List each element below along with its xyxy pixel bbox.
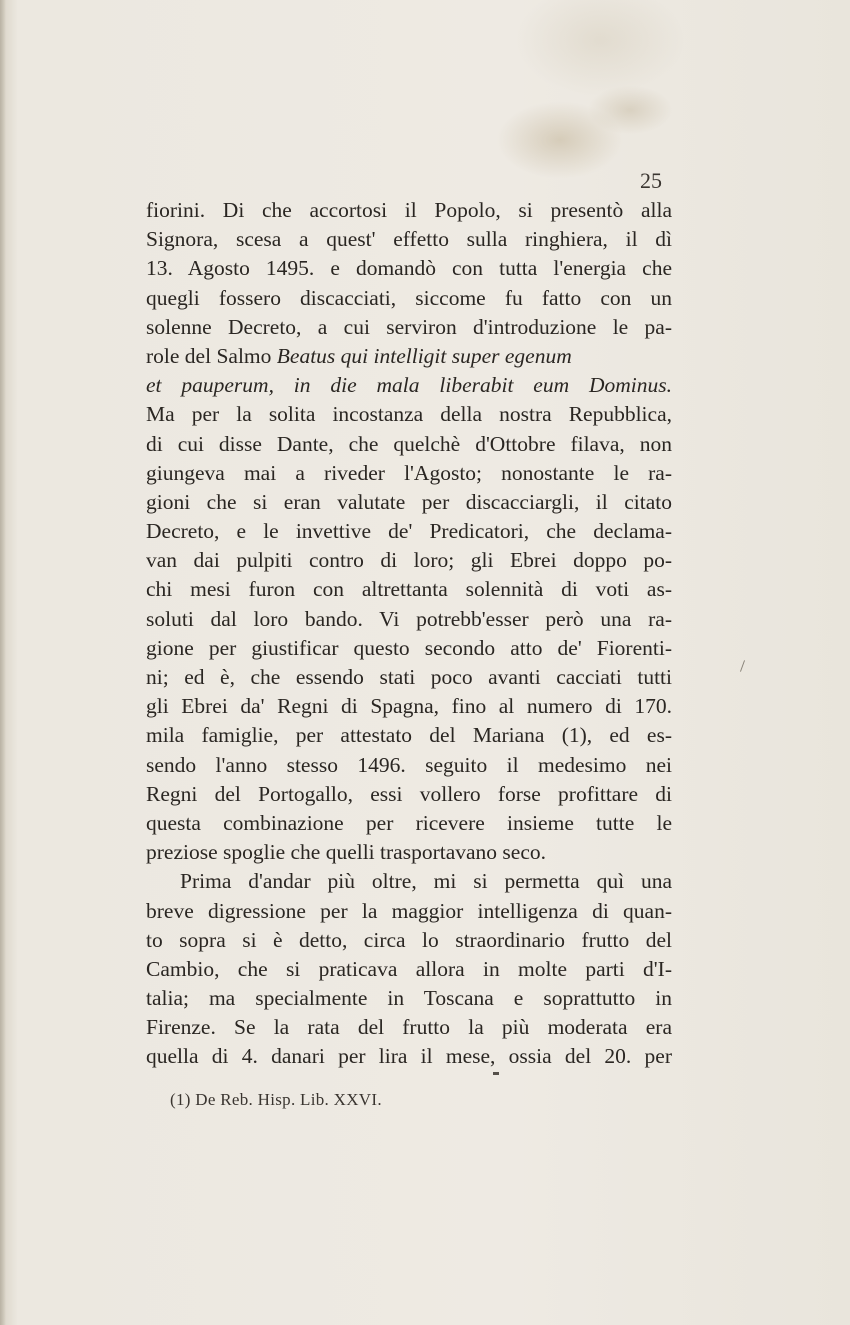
text-line-roman-part: role del Salmo	[146, 343, 272, 368]
paper-mark	[740, 660, 745, 672]
page-edge-shadow	[0, 0, 6, 1325]
text-line: Signora, scesa a quest' effetto sulla ringhiera, il dì	[146, 227, 672, 252]
text-line: quegli fossero discacciati, siccome fu fatto con un	[146, 285, 672, 310]
ink-mark	[493, 1072, 499, 1075]
text-line: quella di 4. danari per lira il mese, ossia del 20. per	[146, 1044, 672, 1069]
text-line: Firenze. Se la rata del frutto la più moderata era	[146, 1015, 672, 1040]
text-line: preziose spoglie che quelli trasportavano seco.	[146, 840, 546, 865]
text-line: Regni del Portogallo, essi vollero forse profittare di	[146, 781, 672, 806]
text-line: gione per giustificar questo secondo atto de' Fiorenti-	[146, 635, 672, 660]
text-line: soluti dal loro bando. Vi potrebb'esser però una ra-	[146, 606, 672, 631]
text-line: chi mesi furon con altrettanta solennità di voti as-	[146, 577, 672, 602]
text-line: gli Ebrei da' Regni di Spagna, fino al numero di 170.	[146, 694, 672, 719]
text-line: van dai pulpiti contro di loro; gli Ebrei doppo po-	[146, 548, 672, 573]
text-line: talia; ma specialmente in Toscana e soprattutto in	[146, 986, 672, 1011]
text-line-paragraph-start: Prima d'andar più oltre, mi si permetta quì una	[180, 869, 672, 894]
text-line: fiorini. Di che accortosi il Popolo, si presentò alla	[146, 198, 672, 222]
text-line: mila famiglie, per attestato del Mariana (1), ed es-	[146, 723, 672, 748]
text-line: sendo l'anno stesso 1496. seguito il medesimo nei	[146, 752, 672, 777]
text-line: Decreto, e le invettive de' Predicatori, che declama-	[146, 519, 672, 544]
text-line: questa combinazione per ricevere insieme tutte le	[146, 810, 672, 835]
page-number: 25	[640, 168, 662, 193]
text-line: breve digressione per la maggior intelligenza di quan-	[146, 898, 672, 923]
text-line: gioni che si eran valutate per discacciargli, il citato	[146, 489, 672, 514]
footnote: (1) De Reb. Hisp. Lib. XXVI.	[170, 1090, 382, 1109]
text-line-mixed	[146, 342, 672, 371]
text-line: solenne Decreto, a cui serviron d'introduzione le pa-	[146, 314, 672, 339]
text-line: to sopra si è detto, circa lo straordinario frutto del	[146, 927, 672, 952]
text-line: 13. Agosto 1495. e domandò con tutta l'energia che	[146, 256, 672, 281]
text-line: Ma per la solita incostanza della nostra Repubblica,	[146, 402, 672, 427]
text-line-italic-part: Beatus qui intelligit super egenum	[276, 343, 572, 368]
text-line: ni; ed è, che essendo stati poco avanti cacciati tutti	[146, 665, 672, 689]
text-line-italic: et pauperum, in die mala liberabit eum Dominus.	[146, 373, 672, 398]
text-line: Cambio, che si praticava allora in molte parti d'I-	[146, 956, 672, 981]
body-text	[146, 196, 672, 1072]
text-line: giungeva mai a riveder l'Agosto; nonostante le ra-	[146, 460, 672, 485]
text-line: di cui disse Dante, che quelchè d'Ottobre filava, non	[146, 431, 672, 456]
